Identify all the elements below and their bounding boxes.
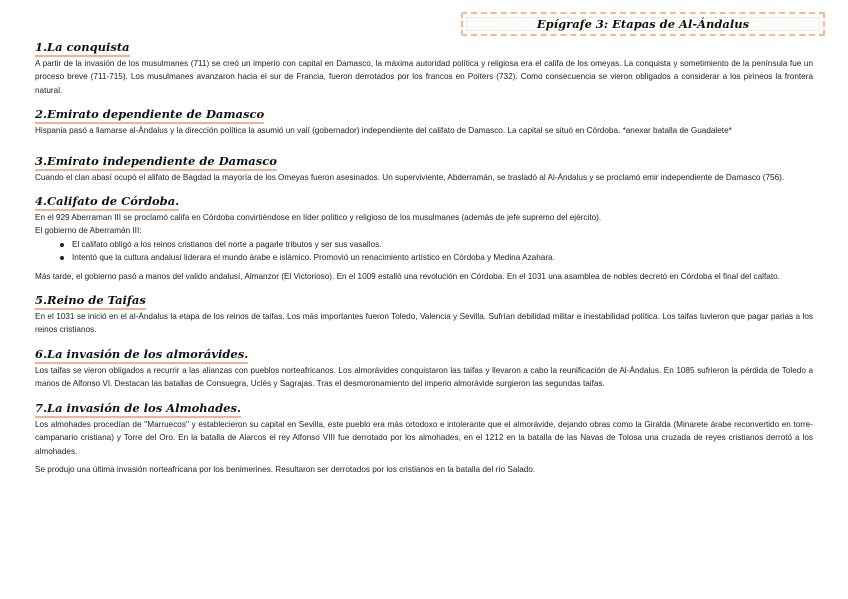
section-emirato-independiente bbox=[35, 152, 813, 184]
section-heading: 2.Emirato dependiente de Damasco bbox=[35, 107, 264, 124]
section-text-2: Se produjo una última invasión norteafricana por los benimerines. Resultaron ser derrotados por los cristianos en la batalla del río Salado. bbox=[35, 464, 536, 474]
title-box bbox=[461, 12, 825, 36]
section-heading: 3.Emirato independiente de Damasco bbox=[35, 154, 277, 171]
section-almoravides bbox=[35, 345, 813, 391]
section-emirato-dependiente bbox=[35, 105, 813, 137]
section-heading: 7.La invasión de los Almohades. bbox=[35, 401, 241, 418]
section-intro-2: El gobierno de Aberramán III: bbox=[35, 226, 142, 236]
section-conquista bbox=[35, 38, 813, 97]
section-text: A partir de la invasión de los musulmanes (711) se creó un imperio con capital en Damasco, la máxima autoridad política y religiosa era el califa de los omeyas. La conquista y sometimiento de la península fue un proceso breve (711-715). Los musulmanes avanzaron hacia el sur de Francia, fueron derrotados por los francos en Poiters (732). Como consecuencia se vieron obligados a considerar a los pirineos la frontera natural. bbox=[35, 59, 813, 95]
section-heading: 6.La invasión de los almorávides. bbox=[35, 347, 248, 364]
section-text: Los taifas se vieron obligados a recurrir a las alianzas con pueblos norteafricanos. Los almorávides conquistaron las taifas y llevaron a cabo la reunificación de Al-Ándalus. En 1085 sufrieron la pérdida de Toledo a manos de Alfonso VI. Destacan las batallas de Consuegra, Uclés y Sagrajas. Tras el desmoronamiento del imperio almorávide surgieron las segundas taifas. bbox=[35, 365, 813, 389]
list-item: Intentó que la cultura andalusí liderara el mundo árabe e islámico. Promovió un renacimiento artístico en Córdoba y Medina Azahara. bbox=[60, 251, 813, 264]
section-heading: 4.Califato de Córdoba. bbox=[35, 194, 179, 211]
section-heading: 1.La conquista bbox=[35, 40, 130, 57]
section-text: Los almohades procedían de ''Marruecos'' y establecieron su capital en Sevilla, este pueblo era más ortodoxo e intolerante que el almorávide, dejando obras como la Giralda (Minarete árabe reconvertido en torre-campanario cristiana) y Torre del Oro. En la batalla de Alarcos el rey Alfonso VIII fue derrotado por los almohades, en el 1212 en la batalla de las Navas de Tolosa una cruzada de reyes cristianos derrotó a los almohades. bbox=[35, 419, 813, 456]
section-califato bbox=[35, 192, 813, 283]
section-intro: En el 929 Aberraman III se proclamó califa en Córdoba convirtiéndose en líder político y religioso de los musulmanes (además de jefe supremo del ejército). bbox=[35, 213, 602, 223]
page-title: Epígrafe 3: Etapas de Al-Ándalus bbox=[536, 17, 750, 31]
section-text: Cuando el clan abasí ocupó el alifato de Bagdad la mayoría de los Omeyas fueron asesinados. Un superviviente, Abderramán, se trasladó al Al-Ándalus y se proclamó emir independiente de Damasco (756). bbox=[35, 172, 785, 182]
section-taifas bbox=[35, 291, 813, 337]
section-almohades bbox=[35, 399, 813, 477]
section-text: Más tarde, el gobierno pasó a manos del valido andalusí, Almanzor (El Victorioso). En el 1009 estalló una revolución en Córdoba. En el 1031 una asamblea de nobles decretó en Córdoba el final del calfato. bbox=[35, 271, 780, 281]
section-text: En el 1031 se inició en el al-Ándalus la etapa de los reinos de taifas. Los más importantes fueron Toledo, Valencia y Sevilla. Sufrían debilidad militar e inestabilidad política. Los taifas tuvieron que pagar parias a los reinos cristianos. bbox=[35, 312, 813, 335]
list-item: El califato obligó a los reinos cristianos del norte a pagarle tributos y ser sus vasallos. bbox=[60, 238, 813, 251]
document-body bbox=[35, 38, 813, 484]
section-text: Hispania pasó a llamarse al-Ándalus y la dirección política la asumió un valí (gobernador) independiente del califato de Damasco. La capital se situó en Córdoba. *anexar batalla de Guadalete* bbox=[35, 126, 732, 136]
section-heading: 5.Reino de Taifas bbox=[35, 293, 146, 310]
bullet-list bbox=[35, 238, 813, 265]
